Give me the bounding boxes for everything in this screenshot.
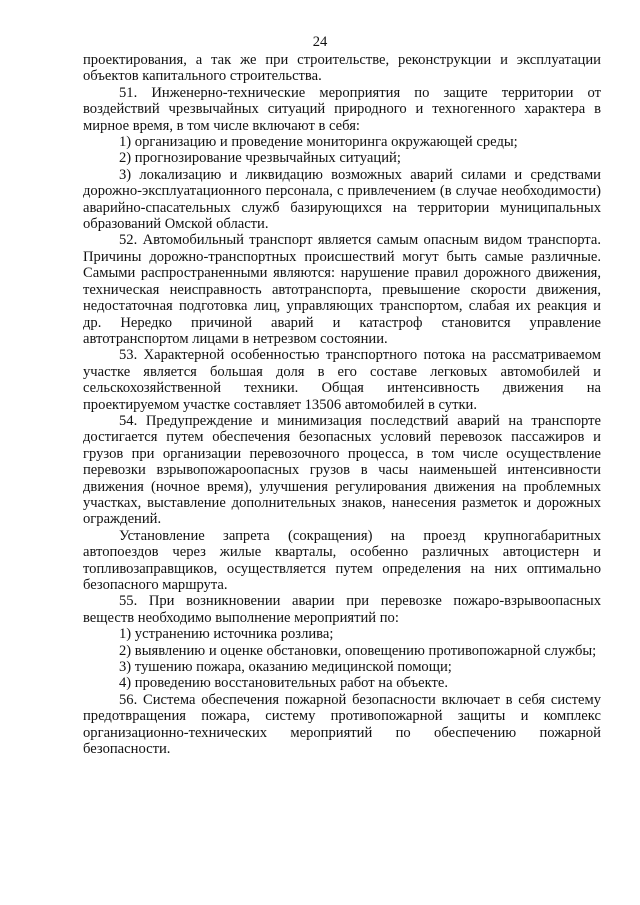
document-body: [83, 52, 601, 757]
list-item: 2) выявлению и оценке обстановки, оповещению противопожарной службы;: [119, 642, 597, 659]
paragraph: Установление запрета (сокращения) на проезд крупногабаритных автопоездов через жилые кварталы, особенно различных автоцистерн и топливозаправщиков, осуществляется путем определения на них оптимально безопасного маршрута.: [83, 527, 601, 593]
list-item: 3) тушению пожара, оказанию медицинской помощи;: [119, 659, 452, 676]
paragraph-continuation: проектирования, а так же при строительстве, реконструкции и эксплуатации объектов капитального строительства.: [83, 52, 601, 85]
paragraph-item-56: 56. Система обеспечения пожарной безопасности включает в себя систему предотвращения пожара, систему противопожарной защиты и комплекс организационно-технических мероприятий по обеспечению пожарной безопасности.: [83, 691, 601, 758]
paragraph-item-51: 51. Инженерно-технические мероприятия по защите территории от воздействий чрезвычайных ситуаций природного и техногенного характера в мирное время, в том числе включают в себя:: [83, 84, 601, 134]
page-number: 24: [312, 34, 328, 50]
paragraph-item-54: 54. Предупреждение и минимизация последствий аварий на транспорте достигается путем обеспечения безопасных условий перевозок пассажиров и грузов при организации перевозочного процесса, в том числе осуществление перевозки взрывопожароопасных грузов в часы наименьшей интенсивности движения (ночное время), улучшения регулирования движения на проблемных участках, выставление дополнительных знаков, нанесения разметок и дорожных ограждений.: [83, 412, 601, 528]
paragraph-item-52: 52. Автомобильный транспорт является самым опасным видом транспорта. Причины дорожно-транспортных происшествий могут быть самые различные. Самыми распространенными являются: нарушение правил дорожного движения, техническая неисправность автотранспорта, превышение скорости движения, недостаточная подготовка лиц, управляющих транспортом, слабая их реакция и др. Нередко причиной аварий и катастроф становится управление автотранспортом лицами в нетрезвом состоянии.: [83, 232, 601, 347]
list-item: 1) устранению источника розлива;: [119, 626, 334, 643]
list-item: 2) прогнозирование чрезвычайных ситуаций;: [119, 150, 401, 167]
list-item: 1) организацию и проведение мониторинга окружающей среды;: [119, 134, 518, 151]
list-item: 4) проведению восстановительных работ на объекте.: [119, 675, 449, 692]
list-item: 3) локализацию и ликвидацию возможных аварий силами и средствами дорожно-эксплуатационного персонала, с привлечением (в случае необходимости) аварийно-спасательных служб базирующихся на территории муниципальных образований Омской области.: [83, 166, 601, 233]
paragraph-item-53: 53. Характерной особенностью транспортного потока на рассматриваемом участке является большая доля в его составе легковых автомобилей и сельскохозяйственной техники. Общая интенсивность движения на проектируемом участке составляет 13506 автомобилей в сутки.: [83, 347, 601, 413]
paragraph-item-55: 55. При возникновении аварии при перевозке пожаро-взрывоопасных веществ необходимо выполнение мероприятий по:: [83, 593, 601, 626]
